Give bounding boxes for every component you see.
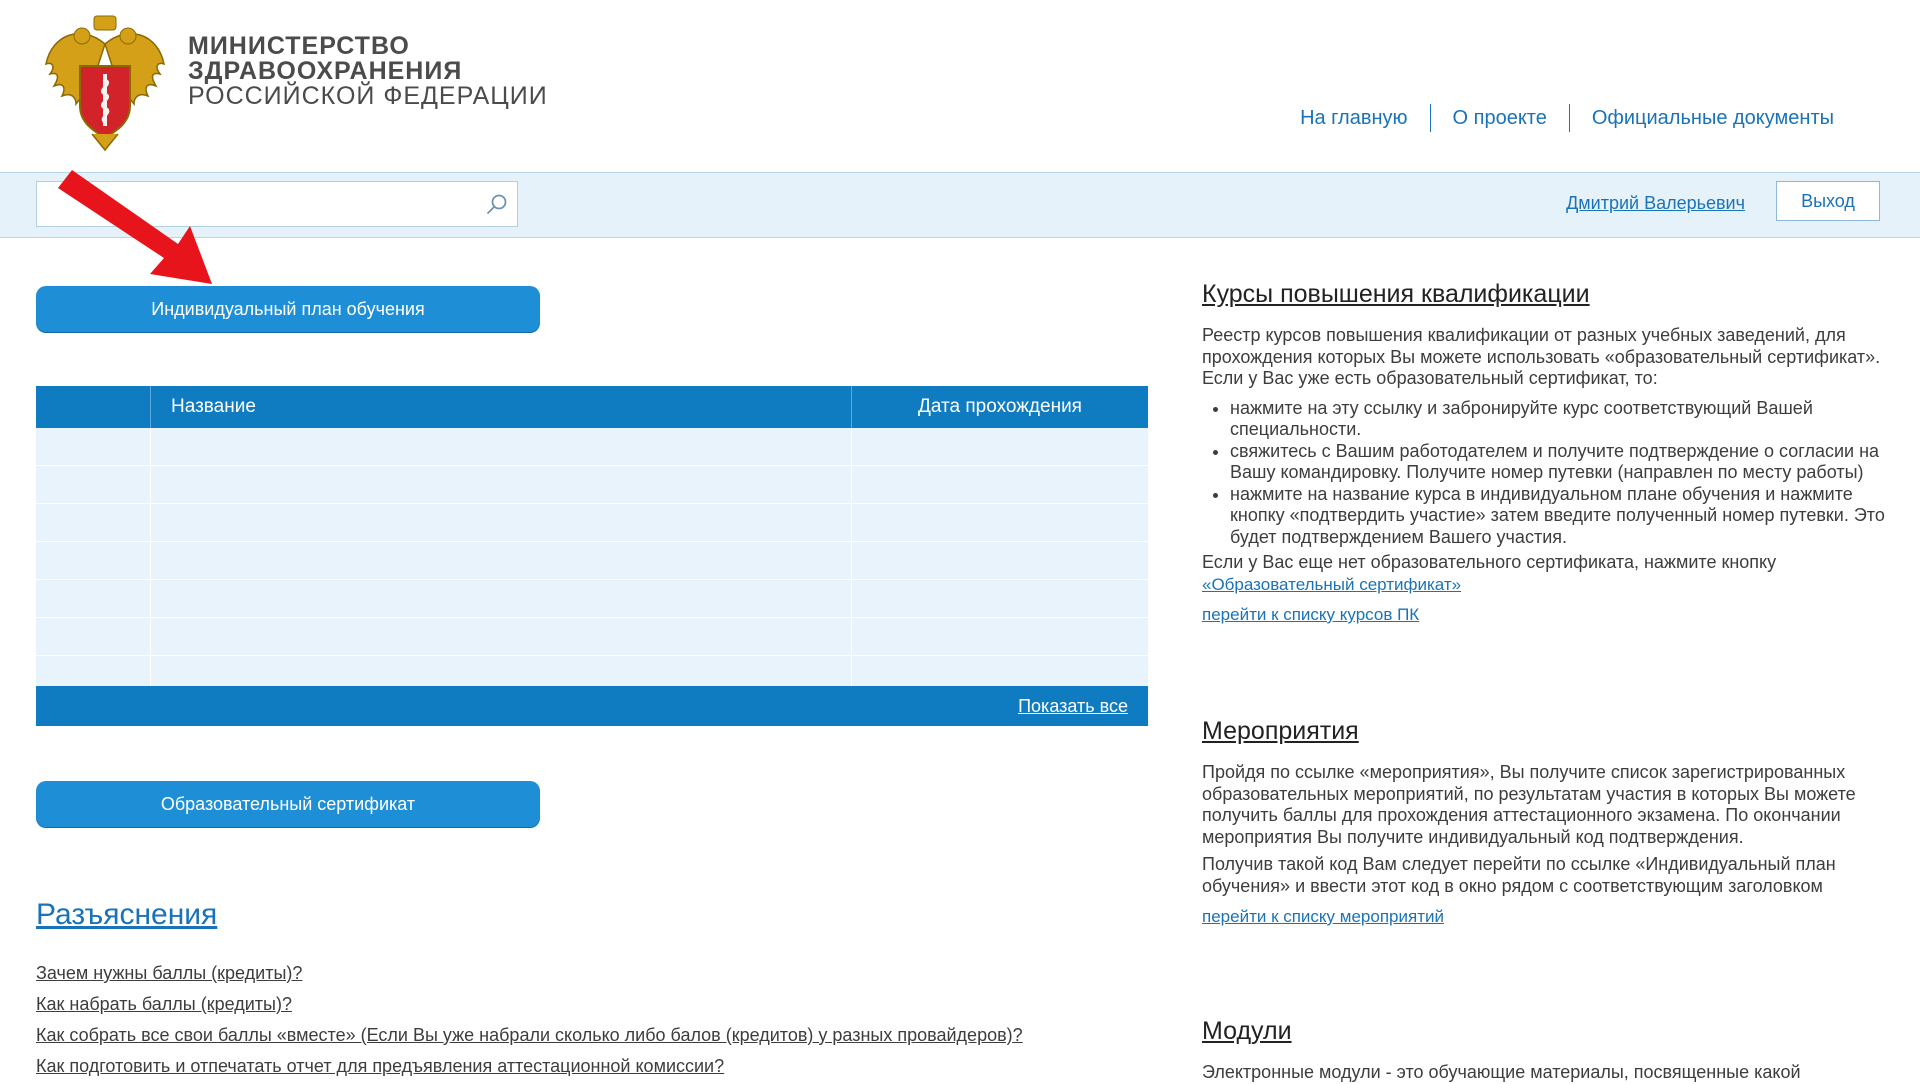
list-item: • свяжитесь с Вашим работодателем и получите подтверждение о согласии на Вашу командировку. Получите номер путевки (направлен по месту работы) bbox=[1230, 441, 1892, 484]
courses-section bbox=[1202, 280, 1892, 625]
table-cell bbox=[852, 542, 1149, 580]
events-section bbox=[1202, 717, 1892, 927]
courses-title[interactable]: Курсы повышения квалификации bbox=[1202, 280, 1590, 308]
table-cell bbox=[852, 580, 1149, 618]
user-profile-link[interactable]: Дмитрий Валерьевич bbox=[1566, 193, 1745, 213]
faq-link[interactable]: Как набрать баллы (кредиты)? bbox=[36, 994, 292, 1014]
training-plan-table bbox=[36, 386, 1148, 694]
ministry-title bbox=[188, 34, 548, 109]
educational-certificate-button[interactable]: Образовательный сертификат bbox=[36, 781, 540, 827]
table-cell bbox=[36, 542, 151, 580]
courses-intro: Реестр курсов повышения квалификации от разных учебных заведений, для прохождения которых Вы можете использовать «образовательный сертификат». Если у Вас уже есть образовательный сертификат, то: bbox=[1202, 325, 1881, 388]
table-row bbox=[36, 504, 1148, 542]
table-row bbox=[36, 466, 1148, 504]
explanations-title-link[interactable]: Разъяснения bbox=[36, 898, 218, 931]
table-cell bbox=[36, 580, 151, 618]
courses-steps-list bbox=[1202, 398, 1892, 549]
courses-list-link[interactable]: перейти к списку курсов ПК bbox=[1202, 605, 1420, 624]
certificate-link[interactable]: «Образовательный сертификат» bbox=[1202, 574, 1462, 594]
events-list-link[interactable]: перейти к списку мероприятий bbox=[1202, 907, 1444, 926]
modules-section bbox=[1202, 1017, 1892, 1084]
search-strip bbox=[0, 172, 1920, 238]
list-item: • нажмите на название курса в индивидуальном плане обучения и нажмите кнопку «подтвердить участие» затем введите полученный номер путевки. Это будет подтверждением Вашего участия. bbox=[1230, 484, 1892, 549]
nav-about-link[interactable]: О проекте bbox=[1452, 106, 1547, 129]
table-row bbox=[36, 428, 1148, 466]
table-footer bbox=[36, 686, 1148, 726]
column-header-name[interactable]: Название bbox=[151, 386, 852, 428]
courses-outro-text: Если у Вас еще нет образовательного сертификата, нажмите кнопку bbox=[1202, 552, 1777, 572]
events-title[interactable]: Мероприятия bbox=[1202, 717, 1359, 745]
site-header bbox=[0, 0, 1920, 172]
table-row bbox=[36, 618, 1148, 656]
table-cell bbox=[151, 542, 852, 580]
top-navigation bbox=[1278, 104, 1856, 132]
table-cell bbox=[852, 504, 1149, 542]
table-cell bbox=[36, 504, 151, 542]
list-item: • нажмите на эту ссылку и забронируйте курс соответствующий Вашей специальности. bbox=[1230, 398, 1892, 441]
table-cell bbox=[36, 466, 151, 504]
table-cell bbox=[151, 428, 852, 466]
table-row bbox=[36, 542, 1148, 580]
faq-link[interactable]: Как собрать все свои баллы «вместе» (Если Вы уже набрали сколько либо балов (кредитов) у разных провайдеров)? bbox=[36, 1025, 1023, 1045]
nav-home-link[interactable]: На главную bbox=[1300, 106, 1408, 129]
modules-title[interactable]: Модули bbox=[1202, 1017, 1292, 1045]
ministry-title-line1: МИНИСТЕРСТВО bbox=[188, 32, 410, 60]
column-header-blank bbox=[36, 386, 151, 428]
show-all-link[interactable]: Показать все bbox=[1018, 696, 1128, 716]
table-cell bbox=[852, 466, 1149, 504]
individual-plan-button[interactable]: Индивидуальный план обучения bbox=[36, 286, 540, 332]
table-cell bbox=[852, 428, 1149, 466]
logout-button[interactable]: Выход bbox=[1776, 181, 1880, 221]
table-cell bbox=[151, 580, 852, 618]
ministry-title-line3: РОССИЙСКОЙ ФЕДЕРАЦИИ bbox=[188, 82, 548, 110]
table-cell bbox=[852, 618, 1149, 656]
table-cell bbox=[151, 618, 852, 656]
faq-link[interactable]: Как подготовить и отпечатать отчет для предъявления аттестационной комиссии? bbox=[36, 1056, 725, 1076]
coat-of-arms-emblem-icon bbox=[42, 14, 168, 154]
table-cell bbox=[151, 466, 852, 504]
modules-text: Электронные модули - это обучающие материалы, посвященные какой bbox=[1202, 1062, 1801, 1082]
table-cell bbox=[151, 504, 852, 542]
faq-link[interactable]: Зачем нужны баллы (кредиты)? bbox=[36, 963, 303, 983]
table-cell bbox=[36, 428, 151, 466]
faq-list bbox=[36, 958, 1023, 1082]
table-cell bbox=[36, 618, 151, 656]
table-header-row bbox=[36, 386, 1148, 428]
events-text-2: Получив такой код Вам следует перейти по ссылке «Индивидуальный план обучения» и ввести этот код в окно рядом с соответствующим заголовком bbox=[1202, 854, 1836, 896]
ministry-title-line2: ЗДРАВООХРАНЕНИЯ bbox=[188, 57, 463, 85]
courses-outro bbox=[1202, 552, 1892, 595]
search-icon[interactable] bbox=[485, 192, 509, 216]
table-row bbox=[36, 580, 1148, 618]
column-header-date[interactable]: Дата прохождения bbox=[852, 386, 1149, 428]
events-text-1: Пройдя по ссылке «мероприятия», Вы получите список зарегистрированных образовательных мероприятий, по результатам участия в которых Вы можете получить баллы для прохождения аттестационного экзамена. По окончании мероприятия Вы получите индивидуальный код подтверждения. bbox=[1202, 762, 1856, 847]
red-arrow-icon bbox=[58, 170, 228, 290]
nav-documents-link[interactable]: Официальные документы bbox=[1591, 106, 1834, 129]
